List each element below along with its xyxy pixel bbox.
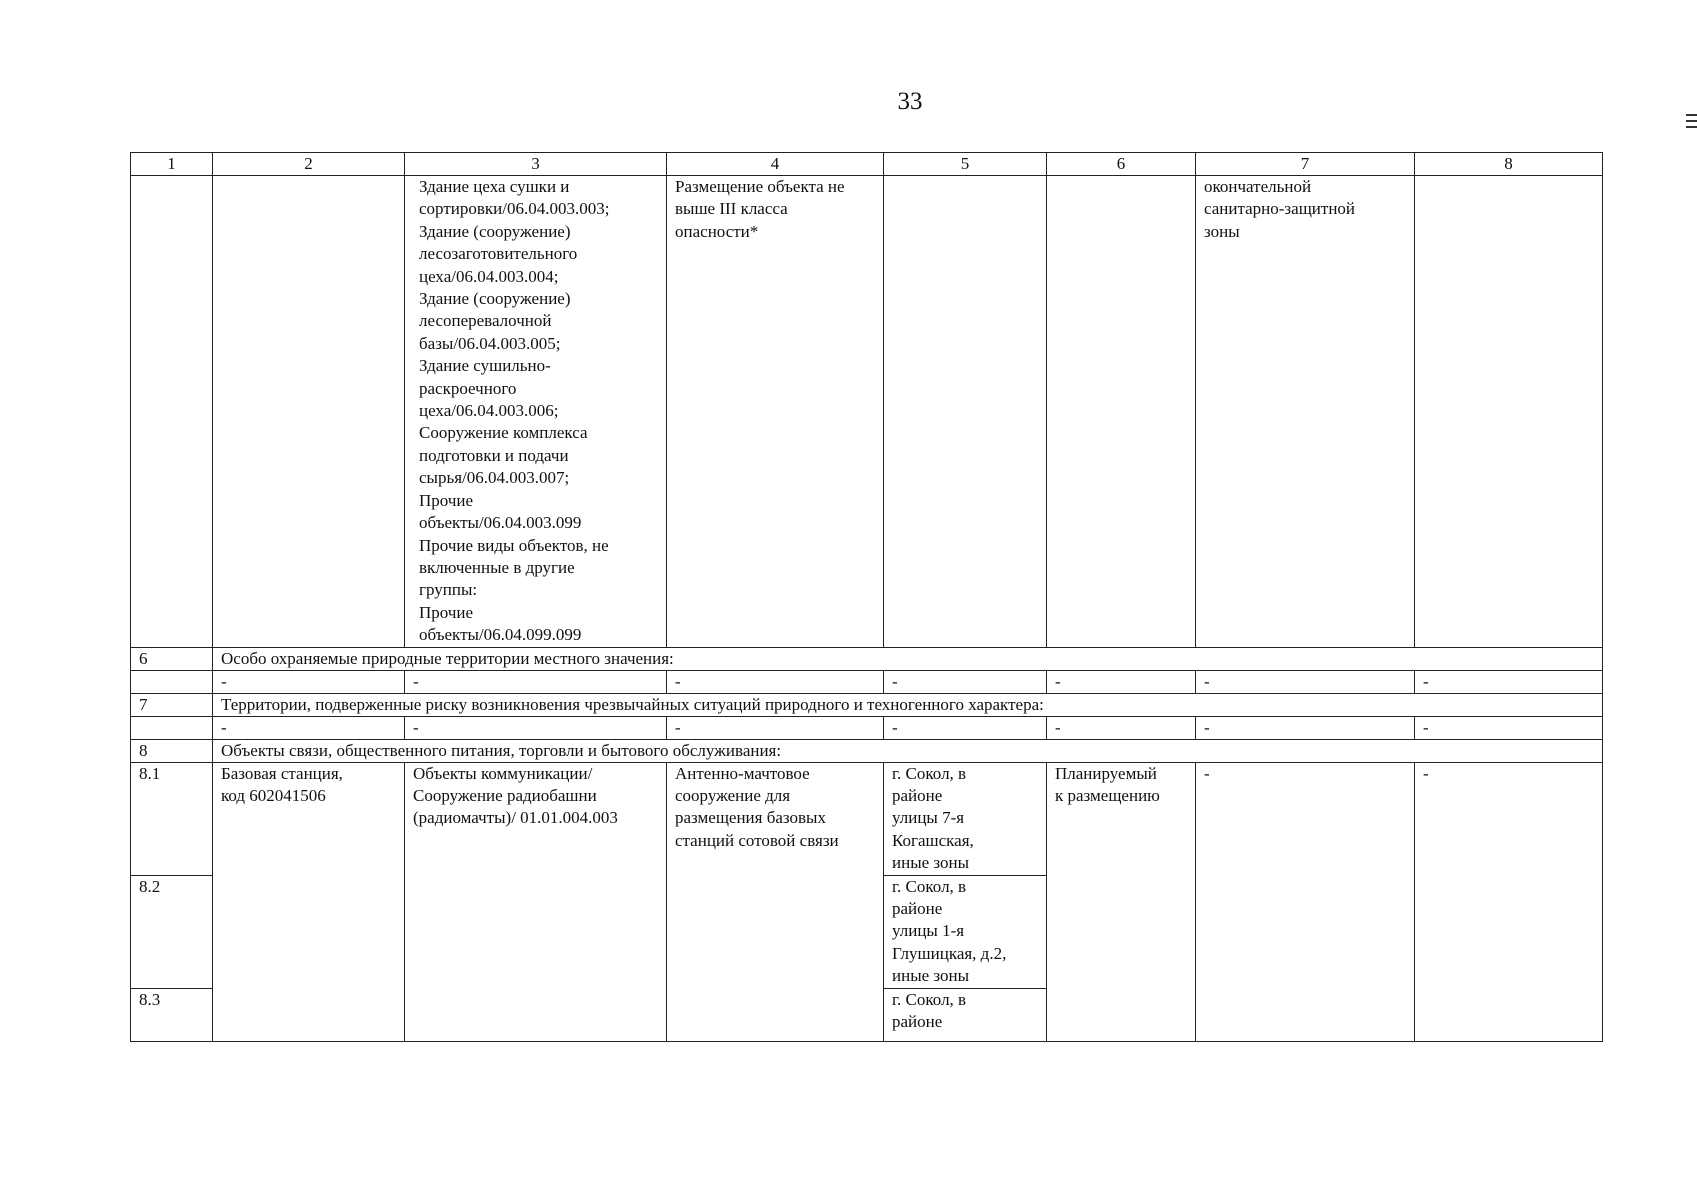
dash-cell: - xyxy=(884,670,1047,693)
object-types-cell: Здание цеха сушки и сортировки/06.04.003.003; Здание (сооружение) лесозаготовительного цеха/06.04.003.004; Здание (сооружение) лесоперевалочной базы/06.04.003.005; Здание сушильно- раскроечного цеха/06.04.003.006; Сооружение комплекса подготовки и подачи сырья/06.04.003.007; Прочие объекты/06.04.003.099 Прочие виды объектов, не включенные в другие группы: Прочие объекты/06.04.099.099 xyxy=(405,176,667,648)
dash-cell: - xyxy=(884,716,1047,739)
dash-cell: - xyxy=(1047,716,1196,739)
column-number: 2 xyxy=(213,153,405,176)
dash-cell: - xyxy=(1196,716,1415,739)
dash-cell: - xyxy=(1047,670,1196,693)
column-number: 6 xyxy=(1047,153,1196,176)
cell-empty xyxy=(1047,176,1196,648)
edge-mark xyxy=(1686,126,1697,128)
dash-cell: - xyxy=(405,716,667,739)
table-row xyxy=(131,176,1603,648)
edge-mark xyxy=(1686,120,1697,122)
table-row xyxy=(131,716,1603,739)
placement-condition-cell: Размещение объекта не выше III класса опасности* xyxy=(667,176,884,648)
section-title: Особо охраняемые природные территории местного значения: xyxy=(213,647,1603,670)
table-row xyxy=(131,762,1603,875)
section-title: Объекты связи, общественного питания, торговли и бытового обслуживания: xyxy=(213,739,1603,762)
page-number: 33 xyxy=(897,88,923,115)
row-number: 8.1 xyxy=(131,762,213,875)
dash-cell: - xyxy=(213,716,405,739)
cell-empty xyxy=(1415,176,1603,648)
column-number: 4 xyxy=(667,153,884,176)
header-row xyxy=(131,153,1603,176)
section-row xyxy=(131,693,1603,716)
edge-mark xyxy=(1686,114,1697,116)
section-title: Территории, подверженные риску возникновения чрезвычайных ситуаций природного и техногенного характера: xyxy=(213,693,1603,716)
column-number: 8 xyxy=(1415,153,1603,176)
object-name-cell: Базовая станция, код 602041506 xyxy=(213,762,405,1041)
cell-empty xyxy=(131,716,213,739)
dash-cell: - xyxy=(667,716,884,739)
section-row xyxy=(131,647,1603,670)
sanitary-zone-cell: окончательной санитарно-защитной зоны xyxy=(1196,176,1415,648)
dash-cell: - xyxy=(1196,762,1415,1041)
section-number: 6 xyxy=(131,647,213,670)
cell-empty xyxy=(131,176,213,648)
location-cell: г. Сокол, в районе улицы 7-я Когашская, иные зоны xyxy=(884,762,1047,875)
dash-cell: - xyxy=(405,670,667,693)
table-row xyxy=(131,670,1603,693)
status-cell: Планируемый к размещению xyxy=(1047,762,1196,1041)
column-number: 1 xyxy=(131,153,213,176)
dash-cell: - xyxy=(213,670,405,693)
dash-cell: - xyxy=(667,670,884,693)
section-row xyxy=(131,739,1603,762)
dash-cell: - xyxy=(1415,762,1603,1041)
dash-cell: - xyxy=(1196,670,1415,693)
row-number: 8.2 xyxy=(131,875,213,988)
section-number: 8 xyxy=(131,739,213,762)
document-table xyxy=(130,152,1603,1042)
column-number: 7 xyxy=(1196,153,1415,176)
location-cell: г. Сокол, в районе xyxy=(884,988,1047,1041)
cell-empty xyxy=(884,176,1047,648)
cell-empty xyxy=(131,670,213,693)
dash-cell: - xyxy=(1415,716,1603,739)
column-number: 3 xyxy=(405,153,667,176)
dash-cell: - xyxy=(1415,670,1603,693)
section-number: 7 xyxy=(131,693,213,716)
object-type-cell: Объекты коммуникации/ Сооружение радиобашни (радиомачты)/ 01.01.004.003 xyxy=(405,762,667,1041)
row-number: 8.3 xyxy=(131,988,213,1041)
cell-empty xyxy=(213,176,405,648)
location-cell: г. Сокол, в районе улицы 1-я Глушицкая, д.2, иные зоны xyxy=(884,875,1047,988)
column-number: 5 xyxy=(884,153,1047,176)
purpose-cell: Антенно-мачтовое сооружение для размещения базовых станций сотовой связи xyxy=(667,762,884,1041)
